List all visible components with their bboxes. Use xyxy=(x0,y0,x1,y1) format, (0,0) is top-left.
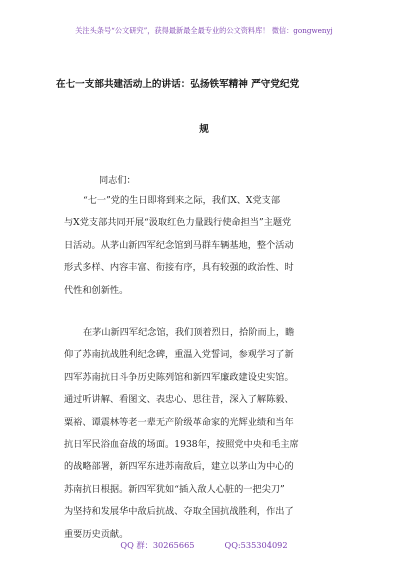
header-promo-text: 关注头条号“公文研究”，获得最新最全最专业的公文资料库！ 微信：gongwenyj xyxy=(75,26,333,35)
paragraph-line: 粟裕、谭震林等老一辈无产阶级革命家的光辉业绩和当年 xyxy=(64,416,294,428)
paragraph-line: 抗日军民浴血奋战的场面。1938年，按照党中央和毛主席 xyxy=(64,438,299,450)
footer-contact xyxy=(0,540,408,551)
qq-number: QQ:535304092 xyxy=(224,540,288,550)
document-title-line-2: 规 xyxy=(199,124,209,135)
paragraph-line: 日活动。从茅山新四军纪念馆到马群车辆基地，整个活动 xyxy=(64,239,294,251)
paragraph-line: 与X党支部共同开展“汲取红色力量践行使命担当”主题党 xyxy=(64,217,292,229)
paragraph-line: “七一”党的生日即将到来之际，我们X、X党支部 xyxy=(83,195,281,206)
paragraph-line: 仰了苏南抗战胜利纪念碑，重温入党誓词，参观学习了新 xyxy=(64,349,294,361)
qq-group-number: QQ 群：30265665 xyxy=(120,540,195,550)
paragraph-line: 苏南抗日根据。新四军犹如“插入敌人心脏的一把尖刀” xyxy=(64,483,285,495)
paragraph-line: 四军苏南抗日斗争历史陈列馆和新四军廉政建设史实馆。 xyxy=(64,371,294,383)
paragraph-line: 通过听讲解、看图文、表忠心、思往昔，深入了解陈毅、 xyxy=(64,394,294,406)
paragraph-line: 的战略部署，新四军东进苏南敌后，建立以茅山为中心的 xyxy=(64,461,294,473)
paragraph-line: 在茅山新四军纪念馆，我们顶着烈日，拾阶而上，瞻 xyxy=(83,327,295,338)
salutation: 同志们： xyxy=(99,175,136,186)
paragraph-line: 代性和创新性。 xyxy=(64,284,129,296)
paragraph-1 xyxy=(64,190,356,302)
document-title-line-1: 在七一支部共建活动上的讲话：弘扬铁军精神 严守党纪党 xyxy=(56,79,300,90)
paragraph-line: 重要历史贡献。 xyxy=(64,528,129,540)
paragraph-line: 为坚持和发展华中敌后抗战、夺取全国抗战胜利，作出了 xyxy=(64,506,294,518)
paragraph-line: 形式多样、内容丰富、衔接有序，具有较强的政治性、时 xyxy=(64,262,294,274)
paragraph-2 xyxy=(64,322,356,546)
